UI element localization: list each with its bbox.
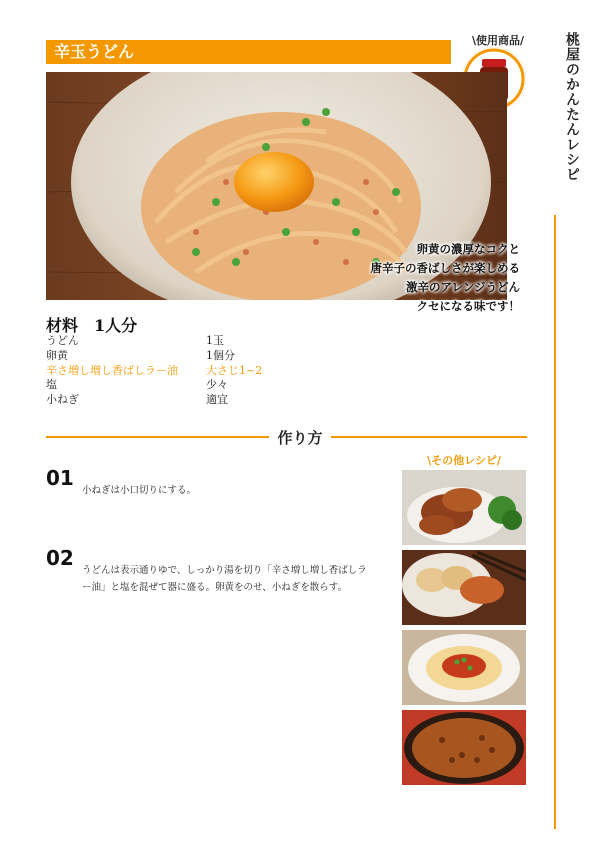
ingredient-qty: 少々: [206, 378, 228, 392]
step-number: 01: [46, 466, 74, 490]
ingredient-name: うどん: [46, 334, 79, 347]
ingredient-row: [46, 349, 306, 364]
ingredient-name: 卵黄: [46, 348, 68, 362]
ingredient-row: [46, 334, 306, 349]
minced-meat-thumbnail[interactable]: [402, 710, 526, 785]
step-number: 02: [46, 546, 74, 570]
steps-heading: 作り方: [277, 429, 323, 447]
side-title: 桃屋のかんたんレシピ: [564, 32, 580, 182]
recipe-title: 辛玉うどん: [54, 42, 135, 61]
chawanmushi-thumbnail[interactable]: [402, 630, 526, 705]
step-text: 小ねぎは小口切りにする。: [82, 485, 197, 496]
product-badge-label: \使用商品/: [471, 34, 525, 47]
ingredient-qty: 大さじ1~2: [206, 363, 263, 377]
catch-copy: [370, 240, 520, 316]
fried-chicken-thumbnail[interactable]: [402, 470, 526, 545]
catch-line: 唐辛子の香ばしさが楽しめる: [370, 261, 520, 275]
step-text: うどんは表示通りゆで、しっかり湯を切り「辛さ増し増し香ばしラー油」と塩を混ぜて器に盛る。卵黄をのせ、小ねぎを散らす。: [82, 565, 367, 593]
catch-line: クセになる味です！: [416, 299, 520, 313]
ingredient-row: [46, 378, 306, 393]
gyoza-thumbnail[interactable]: [402, 550, 526, 625]
steps-divider-left: [46, 436, 269, 438]
side-divider: [554, 215, 556, 829]
catch-line: 卵黄の濃厚なコクと: [416, 242, 520, 256]
ingredient-name: 小ねぎ: [46, 393, 79, 407]
ingredient-qty: 1玉: [206, 334, 224, 347]
ingredient-qty: 適宜: [206, 393, 228, 407]
ingredient-row-highlight: [46, 364, 306, 379]
ingredient-qty: 1個分: [206, 348, 235, 362]
ingredients-heading: 材料 1人分: [46, 316, 138, 335]
ingredients-list: [46, 334, 306, 408]
catch-line: 激辛のアレンジうどん: [406, 280, 520, 294]
other-recipes-label: \その他レシピ/: [427, 454, 501, 467]
ingredient-name: 辛さ増し増し香ばしラー油: [46, 363, 178, 377]
ingredient-name: 塩: [46, 378, 57, 392]
ingredient-row: [46, 393, 306, 408]
steps-divider-right: [331, 436, 527, 438]
